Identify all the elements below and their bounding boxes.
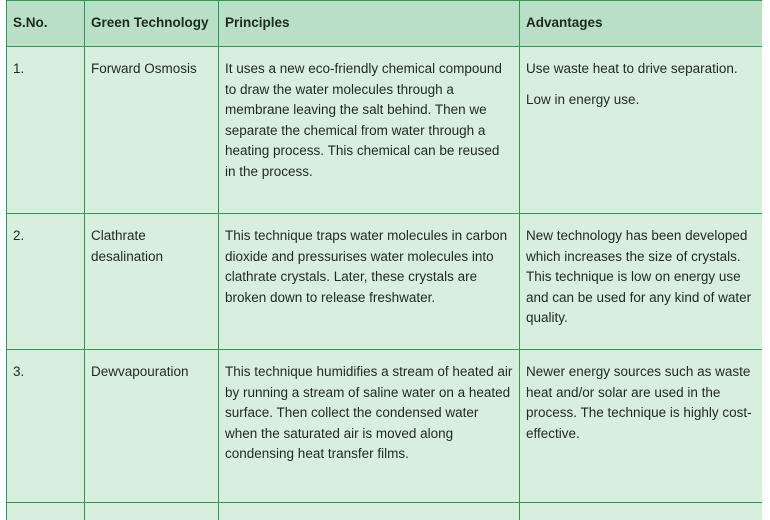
header-green-technology: Green Technology [85, 1, 219, 47]
cell-empty [85, 503, 219, 520]
table-row [7, 47, 763, 214]
table-row [7, 350, 763, 503]
cell-advantages [520, 47, 763, 214]
table-row [7, 214, 763, 350]
cell-advantages [520, 214, 763, 350]
table-row-partial [7, 503, 763, 520]
cell-sno: 2. [7, 214, 85, 350]
header-principles: Principles [219, 1, 520, 47]
table-header [7, 1, 763, 47]
cell-technology: Dewvapouration [85, 350, 219, 503]
cell-empty [219, 503, 520, 520]
cell-principles: It uses a new eco-friendly chemical compound to draw the water molecules through a membrane leaving the salt behind. Then we separate the chemical from water through a heating process. This chemical can be reused in the process. [219, 47, 520, 214]
cell-advantages [520, 350, 763, 503]
advantage-text: Newer energy sources such as waste heat and/or solar are used in the process. The technique is highly cost-effective. [526, 362, 756, 444]
cell-technology: Clathrate desalination [85, 214, 219, 350]
green-technology-table-container [6, 0, 762, 520]
cell-sno: 3. [7, 350, 85, 503]
advantage-text: Low in energy use. [526, 90, 756, 111]
cell-principles: This technique traps water molecules in carbon dioxide and pressurises water molecules into clathrate crystals. Later, these crystals are broken down to release freshwater. [219, 214, 520, 350]
cell-empty [7, 503, 85, 520]
header-advantages: Advantages [520, 1, 763, 47]
cell-empty [520, 503, 763, 520]
cell-technology: Forward Osmosis [85, 47, 219, 214]
cell-sno: 1. [7, 47, 85, 214]
header-row [7, 1, 763, 47]
table-body [7, 47, 763, 520]
advantage-text: Use waste heat to drive separation. [526, 59, 756, 80]
advantage-text: New technology has been developed which increases the size of crystals. This technique is low on energy use and can be used for any kind of water quality. [526, 226, 756, 329]
header-sno: S.No. [7, 1, 85, 47]
green-technology-table [6, 0, 762, 520]
cell-principles: This technique humidifies a stream of heated air by running a stream of saline water on a heated surface. Then collect the condensed water when the saturated air is moved along condensing heat transfer films. [219, 350, 520, 503]
